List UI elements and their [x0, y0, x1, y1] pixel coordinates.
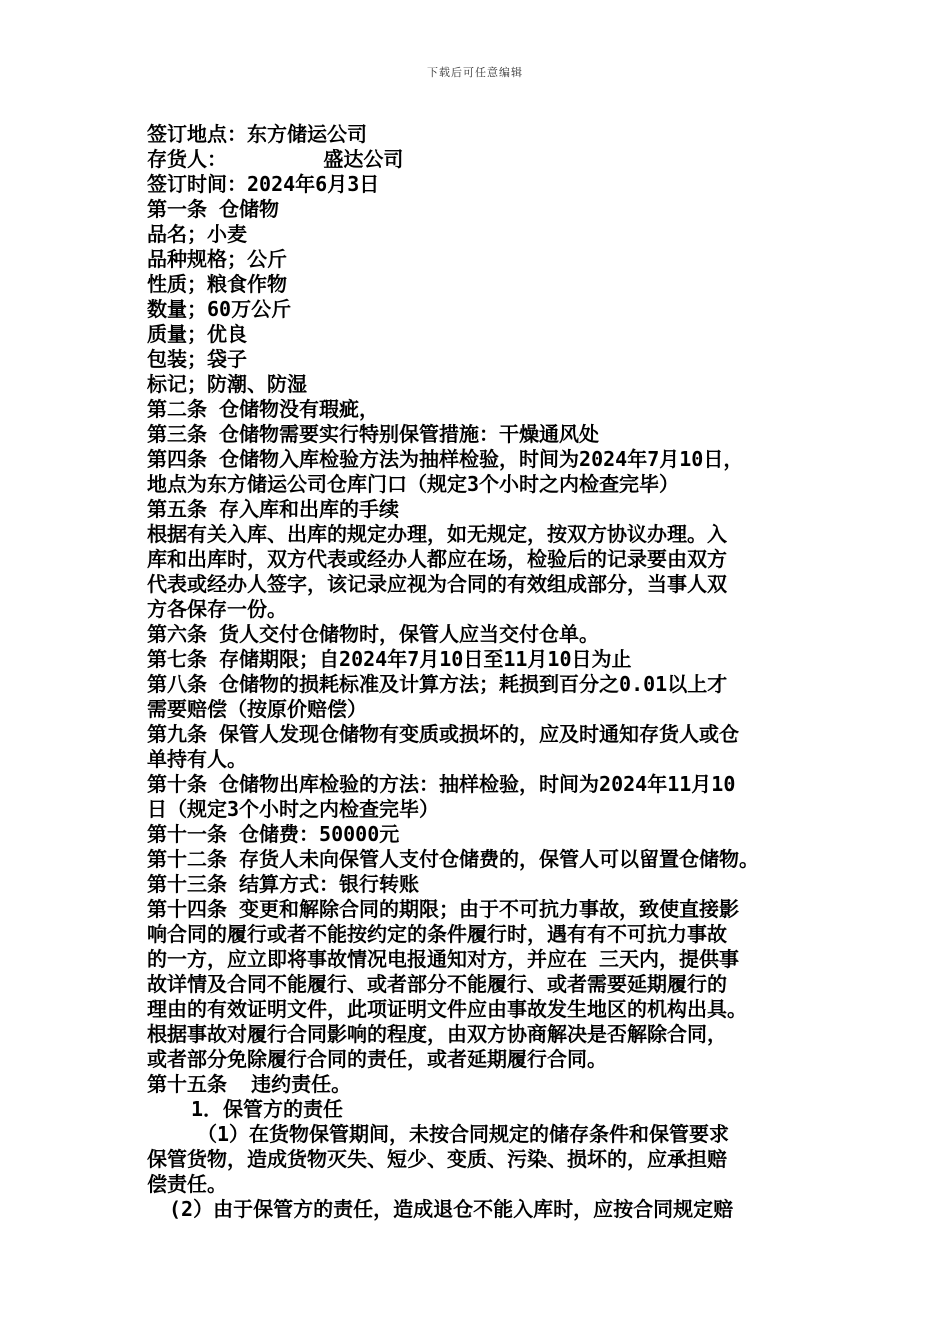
signing-location-line: 签订地点：东方储运公司: [147, 122, 367, 146]
article-11-line: 第十一条 仓储费：50000元: [147, 822, 400, 846]
article-5-line: 代表或经办人签字，该记录应视为合同的有效组成部分，当事人双: [147, 572, 727, 596]
article-5-heading: 第五条 存入库和出库的手续: [147, 497, 400, 521]
quantity-line: 数量；60万公斤: [147, 297, 292, 321]
article-3-line: 第三条 仓储物需要实行特别保管措施：干燥通风处: [147, 422, 600, 446]
article-15-heading: 第十五条 违约责任。: [147, 1072, 352, 1096]
article-5-line: 方各保存一份。: [147, 597, 287, 621]
packaging-line: 包装；袋子: [147, 347, 247, 371]
article-9-line: 单持有人。: [147, 747, 247, 771]
article-14-line: 第十四条 变更和解除合同的期限；由于不可抗力事故，致使直接影: [147, 897, 740, 921]
article-14-line: 或者部分免除履行合同的责任，或者延期履行合同。: [147, 1047, 607, 1071]
clause-1-line: 偿责任。: [147, 1172, 227, 1196]
article-1-heading: 第一条 仓储物: [147, 197, 280, 221]
page-header-note: 下载后可任意编辑: [427, 66, 523, 79]
article-14-line: 响合同的履行或者不能按约定的条件履行时，遇有有不可抗力事故: [147, 922, 727, 946]
article-6-line: 第六条 货人交付仓储物时，保管人应当交付仓单。: [147, 622, 600, 646]
article-8-line: 需要赔偿（按原价赔偿）: [147, 697, 367, 721]
article-4-line: 第四条 仓储物入库检验方法为抽样检验，时间为2024年7月10日，: [147, 447, 744, 471]
custodian-responsibility-heading: 1．保管方的责任: [191, 1097, 344, 1121]
article-5-line: 根据有关入库、出库的规定办理，如无规定，按双方协议办理。入: [147, 522, 727, 546]
article-4-line: 地点为东方储运公司仓库门口（规定3个小时之内检查完毕）: [147, 472, 680, 496]
product-nature-line: 性质；粮食作物: [147, 272, 287, 296]
quality-line: 质量；优良: [147, 322, 247, 346]
product-spec-line: 品种规格；公斤: [147, 247, 287, 271]
article-9-line: 第九条 保管人发现仓储物有变质或损坏的，应及时通知存货人或仓: [147, 722, 740, 746]
article-10-line: 日（规定3个小时之内检查完毕）: [147, 797, 440, 821]
article-8-line: 第八条 仓储物的损耗标准及计算方法；耗损到百分之0.01以上才: [147, 672, 728, 696]
marking-line: 标记；防潮、防湿: [147, 372, 307, 396]
article-5-line: 库和出库时，双方代表或经办人都应在场，检验后的记录要由双方: [147, 547, 727, 571]
article-7-line: 第七条 存储期限；自2024年7月10日至11月10日为止: [147, 647, 632, 671]
article-12-line: 第十二条 存货人未向保管人支付仓储费的，保管人可以留置仓储物。: [147, 847, 760, 871]
signing-date-line: 签订时间：2024年6月3日: [147, 172, 380, 196]
clause-1-line: 保管货物，造成货物灭失、短少、变质、污染、损坏的，应承担赔: [147, 1147, 727, 1171]
clause-1-line: （1）在货物保管期间，未按合同规定的储存条件和保管要求: [197, 1122, 730, 1146]
clause-2-line: (2）由于保管方的责任，造成退仓不能入库时，应按合同规定赔: [169, 1197, 734, 1221]
article-14-line: 根据事故对履行合同影响的程度，由双方协商解决是否解除合同，: [147, 1022, 727, 1046]
article-13-line: 第十三条 结算方式：银行转账: [147, 872, 420, 896]
product-name-line: 品名；小麦: [147, 222, 247, 246]
article-10-line: 第十条 仓储物出库检验的方法：抽样检验，时间为2024年11月10: [147, 772, 736, 796]
contract-body: [147, 122, 837, 1222]
article-14-line: 理由的有效证明文件，此项证明文件应由事故发生地区的机构出具。: [147, 997, 747, 1021]
article-14-line: 的一方，应立即将事故情况电报通知对方，并应在 三天内，提供事: [147, 947, 740, 971]
article-14-line: 故详情及合同不能履行、或者部分不能履行、或者需要延期履行的: [147, 972, 727, 996]
depositor-line: 存货人： 盛达公司: [147, 147, 404, 171]
article-2-line: 第二条 仓储物没有瑕疵，: [147, 397, 380, 421]
